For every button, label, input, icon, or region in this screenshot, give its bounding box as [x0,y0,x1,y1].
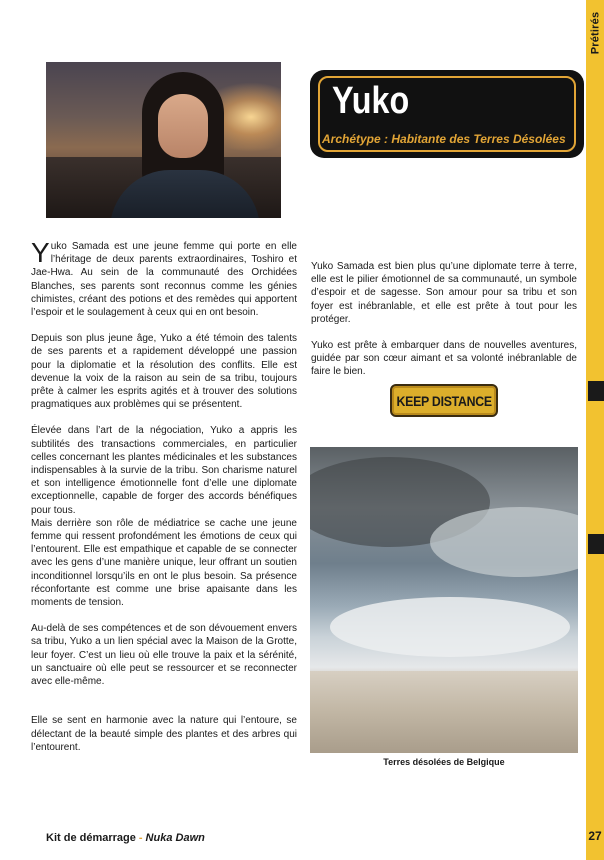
character-portrait [46,62,281,218]
paragraph: Mais derrière son rôle de médiatrice se cache une jeune femme qui ressent profondément les émotions de ceux qui l’entourent. Elle est empathique et capable de se connecter avec les gens d’une manière unique, leur offrant un soutien inconditionnel lorsqu’ils en ont le plus besoin. Sa présence réconfortante est comme une brise apaisante dans les moments de tension. [31,517,297,609]
footer-book: Kit de démarrage [46,832,136,844]
keep-distance-sign [390,384,498,417]
paragraph: Depuis son plus jeune âge, Yuko a été témoin des talents de ses parents et a rapidement développé une passion pour la diplomatie et la résolution des conflits. Elle est devenue la voix de la raison au sein de sa tribu, toujours prête à calmer les esprits agités et à trouver des solutions pragmatiques aux problèmes qui se présentent. [31,333,297,411]
footer [46,832,205,844]
paragraph: Yuko Samada est une jeune femme qui porte en elle l’héritage de deux parents extraordinaires, Toshiro et Jae-Hwa. Au sein de la communauté des Orchidées Blanches, ses parents sont reconnus comme les génies chimistes, créant des potions et des remèdes qui apportent l’espoir et le soulagement à ceux qui en ont besoin. [31,237,297,319]
paragraph: Yuko Samada est bien plus qu’une diplomate terre à terre, elle est le pilier émotionnel de sa communauté, un symbole d’espoir et de sagesse. Son amour pour sa tribu et son foyer est inébranlable, et elle est prête à tout pour les protéger. [311,261,577,325]
portrait-face [158,94,208,158]
footer-subtitle: Nuka Dawn [145,832,205,844]
wasteland-photo [310,447,578,753]
side-marker [588,381,604,401]
photo-caption: Terres désolées de Belgique [383,757,505,767]
character-name: Yuko [332,80,410,122]
barren-ground [310,671,578,753]
dropcap: Y [31,237,50,268]
footer-separator: - [138,832,143,844]
paragraph: Au-delà de ses compétences et de son dévouement envers sa tribu, Yuko a un lien spécial avec la Maison de la Grotte, leur foyer. C’est un lieu où elle trouve la paix et la sérénité, un sanctuaire où elle peut se ressourcer et se reconnecter avec elle-même. [31,623,297,688]
character-archetype: Archétype : Habitante des Terres Désolées [322,132,566,146]
paragraph: Élevée dans l’art de la négociation, Yuko a appris les subtilités des transactions commerciales, en particulier celles concernant les plantes médicinales et les substances indispensables à la survie de la tribu. Son charisme naturel et son intelligence émotionnelle font d’elle une diplomate exceptionnelle, capable de forger des accords bénéfiques pour tous. [31,425,297,516]
cloud [330,597,570,657]
side-marker [588,534,604,554]
side-tab [586,0,604,66]
paragraph: Yuko est prête à embarquer dans de nouvelles aventures, guidée par son cœur aimant et sa volonté inébranlable de faire le bien. [311,340,577,378]
sign-text: KEEP DISTANCE [396,392,492,409]
body-column-right [311,260,577,392]
side-strip [586,0,604,860]
page-number: 27 [588,829,602,843]
paragraph: Elle se sent en harmonie avec la nature qui l’entoure, se délectant de la beauté simple des plantes et des arbres qui l’entourent. [31,715,297,753]
body-column-left [31,237,297,767]
side-tab-label: Prétirés [589,11,602,55]
